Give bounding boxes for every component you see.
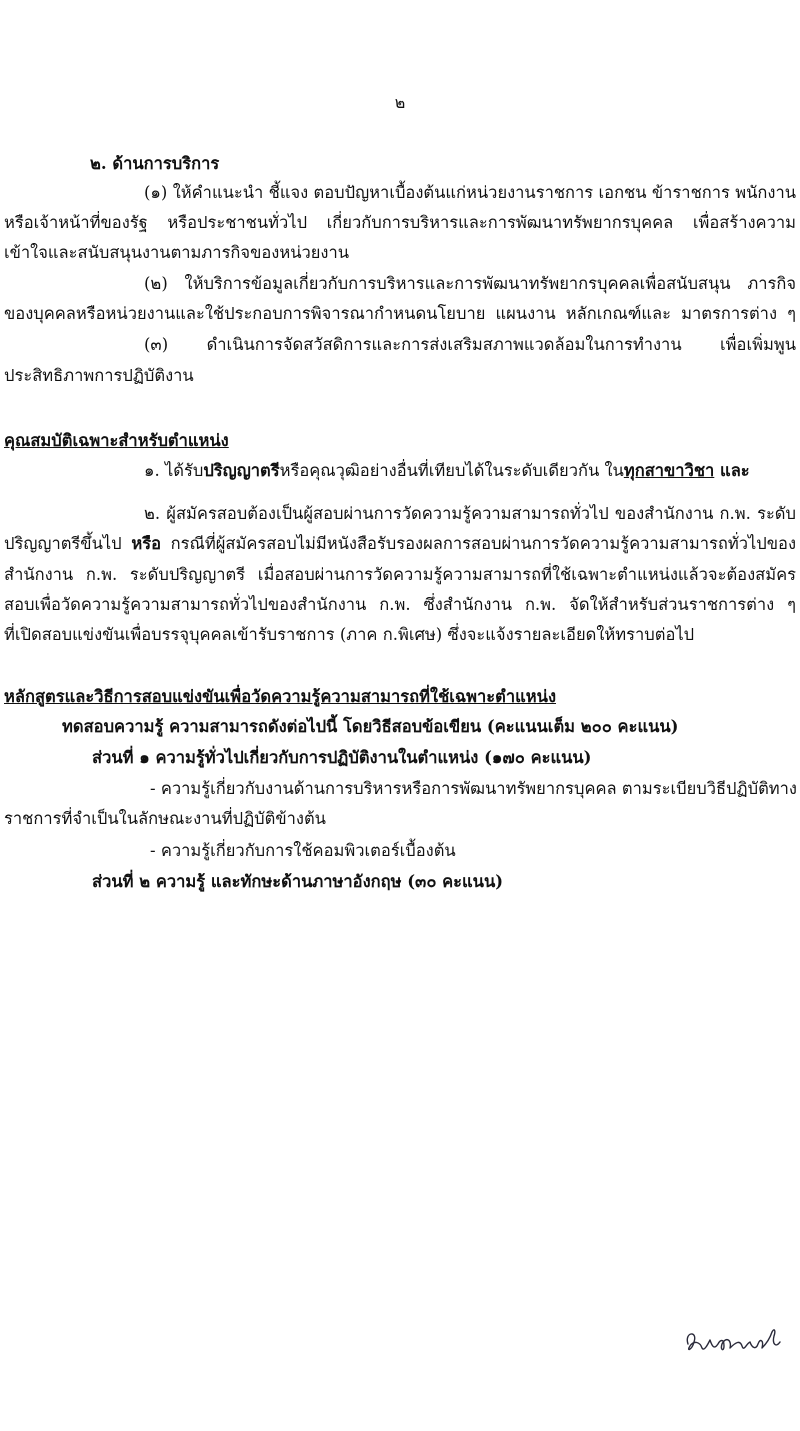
signature-image (680, 1322, 790, 1362)
section2-item2-line1: (๒) ให้บริการข้อมูลเกี่ยวกับการบริหารและการพัฒนาทรัพยากรบุคคลเพื่อสนับสนุน ภารกิจ (144, 274, 796, 293)
qualification-2-line2 (4, 533, 796, 555)
curriculum-part1-bullet2: - ความรู้เกี่ยวกับการใช้คอมพิวเตอร์เบื้องต้น (150, 841, 456, 860)
q1-middle: หรือคุณวุฒิอย่างอื่นที่เทียบได้ในระดับเดียวกัน ใน (279, 461, 624, 480)
q1-prefix: ๑. ได้รับ (144, 461, 204, 480)
qualification-2-line4: สอบเพื่อวัดความรู้ความสามารถทั่วไปของสำนักงาน ก.พ. ซึ่งสำนักงาน ก.พ. จัดให้สำหรับส่วนราชการต่าง ๆ (4, 595, 796, 614)
section2-item2-line2: ของบุคคลหรือหน่วยงานและใช้ประกอบการพิจารณากำหนดนโยบาย แผนงาน หลักเกณฑ์และ มาตรการต่าง ๆ (4, 304, 796, 323)
section2-heading: ๒. ด้านการบริการ (90, 154, 220, 173)
qualification-1 (144, 460, 750, 482)
q1-all-fields: ทุกสาขาวิชา (623, 461, 715, 480)
q2-line2-post: กรณีที่ผู้สมัครสอบไม่มีหนังสือรับรองผลการสอบผ่านการวัดความรู้ความสามารถทั่วไปของ (160, 534, 796, 553)
curriculum-part1-bullet1-line1: - ความรู้เกี่ยวกับงานด้านการบริหารหรือการพัฒนาทรัพยากรบุคคล ตามระเบียบวิธีปฏิบัติทาง (150, 779, 797, 798)
curriculum-heading: หลักสูตรและวิธีการสอบแข่งขันเพื่อวัดความรู้ความสามารถที่ใช้เฉพาะตำแหน่ง (4, 687, 557, 706)
page-number: ๒ (394, 93, 406, 112)
qualification-2-line3: สำนักงาน ก.พ. ระดับปริญญาตรี เมื่อสอบผ่านการวัดความรู้ความสามารถที่ใช้เฉพาะตำแหน่งแล้วจะต้องสมัคร (4, 565, 796, 584)
qualification-2-line1: ๒. ผู้สมัครสอบต้องเป็นผู้สอบผ่านการวัดความรู้ความสามารถทั่วไป ของสำนักงาน ก.พ. ระดับ (144, 504, 796, 523)
section2-item1-line2: หรือเจ้าหน้าที่ของรัฐ หรือประชาชนทั่วไป เกี่ยวกับการบริหารและการพัฒนาทรัพยากรบุคคล เพื่อสร้างความ (4, 213, 796, 232)
q1-and: และ (714, 461, 750, 480)
section2-item1-line3: เข้าใจและสนับสนุนงานตามภารกิจของหน่วยงาน (4, 243, 350, 262)
curriculum-part2: ส่วนที่ ๒ ความรู้ และทักษะด้านภาษาอังกฤษ (๓๐ คะแนน) (92, 872, 504, 891)
curriculum-part1: ส่วนที่ ๑ ความรู้ทั่วไปเกี่ยวกับการปฏิบัติงานในตำแหน่ง (๑๗๐ คะแนน) (92, 748, 592, 767)
q2-or: หรือ (131, 534, 161, 553)
q2-line2-pre: ปริญญาตรีขึ้นไป (4, 534, 132, 553)
qualifications-heading: คุณสมบัติเฉพาะสำหรับตำแหน่ง (4, 431, 229, 450)
section2-item3-line1: (๓) ดำเนินการจัดสวัสดิการและการส่งเสริมสภาพแวดล้อมในการทำงาน เพื่อเพิ่มพูน (144, 335, 796, 354)
section2-item1-line1: (๑) ให้คำแนะนำ ชี้แจง ตอบปัญหาเบื้องต้นแก่หน่วยงานราชการ เอกชน ข้าราชการ พนักงาน (144, 183, 796, 202)
section2-item3-line2: ประสิทธิภาพการปฏิบัติงาน (4, 366, 194, 385)
curriculum-part1-bullet1-line2: ราชการที่จำเป็นในลักษณะงานที่ปฏิบัติข้างต้น (4, 809, 326, 828)
curriculum-intro: ทดสอบความรู้ ความสามารถดังต่อไปนี้ โดยวิธีสอบข้อเขียน (คะแนนเต็ม ๒๐๐ คะแนน) (62, 717, 679, 736)
qualification-2-line5: ที่เปิดสอบแข่งขันเพื่อบรรจุบุคคลเข้ารับราชการ (ภาค ก.พิเศษ) ซึ่งจะแจ้งรายละเอียดให้ทราบต่อไป (4, 625, 695, 644)
q1-degree: ปริญญาตรี (203, 461, 280, 480)
